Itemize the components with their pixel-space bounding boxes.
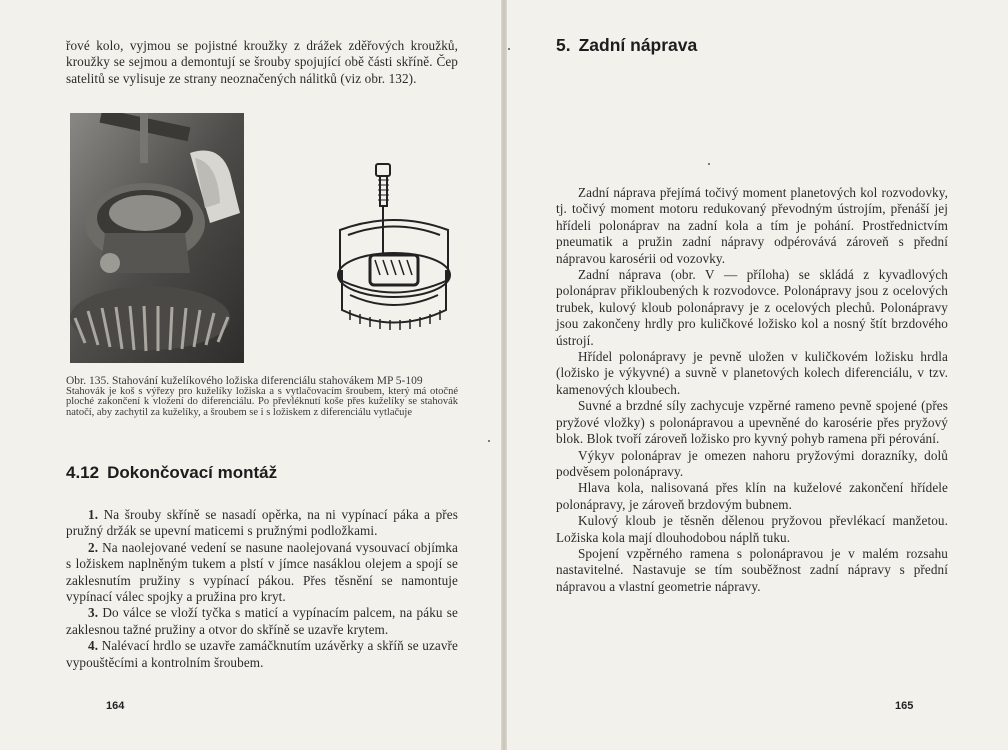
step-text: Do válce se vloží tyčka s maticí a vypínacím palcem, na páku se zaklesnou tažné pružiny a otvor do skříně se uzavře krytem. (66, 605, 458, 637)
step-number: 4. (88, 638, 99, 654)
step-paragraph (66, 638, 458, 671)
step-paragraph (66, 540, 458, 606)
body-paragraph: Spojení vzpěrného ramena s polonápravou je v malém rozsahu nastavitelné. Nastavuje se tím souběžnost zadní nápravy s přední nápravou a vlastní geometrie nápravy. (556, 545, 948, 594)
body-paragraph: Hřídel polonápravy je pevně uložen v kuličkovém ložisku hrdla (ložisko je výkyvné) a suvně v planetových kolech diferenciálu, v tzv. kamenových kloubech. (556, 349, 948, 397)
differential-photo-image (70, 113, 244, 363)
step-number: 2. (88, 539, 99, 555)
bearing-puller-drawing (320, 160, 468, 345)
paper-speck (488, 440, 490, 442)
step-text: Nalévací hrdlo se uzavře zamáčknutím uzávěrky a skříň se uzavře vypouštěcími a kontrolním šroubem. (66, 638, 458, 670)
paper-speck (508, 48, 510, 50)
body-paragraph: Kulový kloub je těsněn dělenou pryžovou převlékací manžetou. Ložiska kola mají dlouhodobou náplň tuku. (556, 513, 948, 545)
figure-caption-title: Obr. 135. Stahování kuželíkového ložiska diferenciálu stahovákem MP 5-109 (66, 375, 423, 387)
book-gutter (501, 0, 507, 750)
puller-line-art (320, 160, 468, 345)
continuation-text (66, 38, 458, 87)
step-paragraph (66, 605, 458, 638)
section-number: 4.12 (66, 463, 100, 482)
step-text: Na šrouby skříně se nasadí opěrka, na ni vypínací páka a přes pružný držák se upevní maticemi s pružnými podložkami. (66, 507, 458, 539)
body-paragraph: Výkyv polonáprav je omezen nahoru pryžovými dorazníky, dolů podvěsem polonápravy. (556, 447, 948, 479)
page-number-left: 164 (106, 700, 125, 712)
body-paragraph: Zadní náprava přejímá točivý moment planetových kol rozvodovky, tj. točivý moment motoru redukovaný převodným ústrojím, přenáší jej hřídeli polonáprav na zadní kola a tím je pohání. Prostřednictvím pneumatik a pružin zadní nápravy odpérovává zároveň s přední nápravou karosérii od vozovky. (556, 185, 948, 266)
step-number: 1. (88, 507, 99, 522)
differential-photo (70, 113, 244, 363)
chapter-title: Zadní náprava (578, 35, 698, 55)
step-text: Na naolejované vedení se nasune naolejovaná vysouvací objímka s ložiskem naplněným tukem a plstí v jímce nasáklou olejem a spojí se zaklesnutím pružiny s vypínací pákou. Přes těsnění se namontuje vypínací válec spojky a pružina pro kryt. (66, 539, 459, 605)
step-paragraph (66, 507, 458, 540)
body-paragraph: Hlava kola, nalisovaná přes klín na kuželové zakončení hřídele polonápravy, je zároveň brzdovým bubnem. (556, 480, 948, 512)
section-title: Dokončovací montáž (107, 463, 278, 482)
section-heading (66, 463, 277, 483)
page-number-right: 165 (895, 700, 914, 712)
figure-caption (66, 376, 458, 418)
chapter-heading (556, 35, 697, 56)
chapter-number: 5. (556, 35, 571, 55)
chapter-body (556, 185, 948, 595)
body-paragraph: Suvné a brzdné síly zachycuje vzpěrné rameno pevně spojené (přes pryžové vložky) s polonápravou a upevněné do karosérie přes pryžový blok. Blok tvoří zároveň ložisko pro kyvný pohyb ramena při pérování. (556, 398, 948, 447)
assembly-steps (66, 507, 458, 671)
continuation-paragraph: řové kolo, vyjmou se pojistné kroužky z drážek zděřových kroužků, kroužky se sejmou a demontují se šrouby spojující obě části skříně. Čep satelitů se vylisuje ze strany neoznačených nálitků (viz obr. 132). (66, 38, 458, 86)
figure-caption-body: Stahovák je koš s výřezy pro kuželíky ložiska a s vytlačovacím šroubem, který má otočné ploché zakončení k vložení do diferenciálu. Po převléknutí koše přes kuželíky se stahovák natočí, aby zachytil za kuželíky, a šroubem se i s ložiskem z diferenciálu vytlačuje (66, 385, 458, 418)
step-number: 3. (88, 605, 99, 621)
body-paragraph: Zadní náprava (obr. V — příloha) se skládá z kyvadlových polonáprav přikloubených k rozvodovce. Polonápravy jsou z ocelových trubek, kulový kloub polonápravy je z ocelových plechů. Polonápravy jsou zakončeny hrdly pro kuličkové ložisko kol a nosný štít brzdového ústrojí. (556, 267, 948, 348)
paper-speck (708, 163, 710, 165)
